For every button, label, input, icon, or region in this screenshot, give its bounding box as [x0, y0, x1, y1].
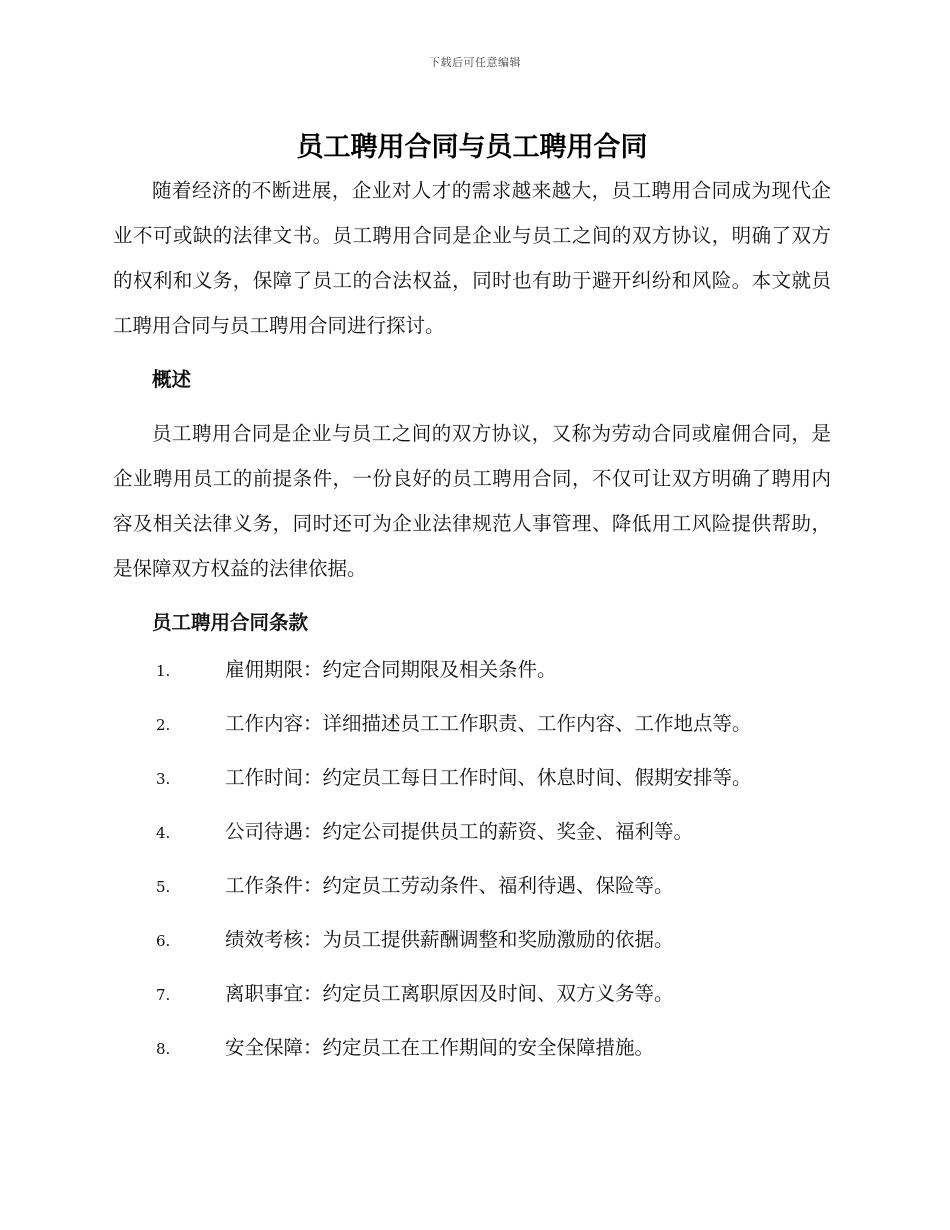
spacer: [113, 348, 831, 357]
list-item-number: 5.: [156, 878, 171, 896]
list-item-number: 6.: [156, 932, 171, 950]
list-item-text: 工作条件：约定员工劳动条件、福利待遇、保险等。: [225, 874, 674, 897]
list-item: [113, 870, 831, 924]
document-title: 员工聘用合同与员工聘用合同: [296, 132, 648, 163]
list-item-text: 公司待遇：约定公司提供员工的薪资、奖金、福利等。: [225, 820, 694, 843]
list-item-number: 8.: [156, 1040, 171, 1058]
header-note: 下载后可任意编辑: [429, 56, 521, 69]
clause-list: [113, 654, 831, 1086]
list-item: [113, 762, 831, 816]
list-item-text: 绩效考核：为员工提供薪酬调整和奖励激励的依据。: [225, 928, 674, 951]
section-heading-clauses: 员工聘用合同条款: [152, 611, 309, 634]
list-item-text: 工作内容：详细描述员工工作职责、工作内容、工作地点等。: [225, 712, 752, 735]
document-body: [113, 128, 831, 1086]
list-item-number: 7.: [156, 986, 171, 1004]
spacer: [113, 402, 831, 411]
list-item: [113, 978, 831, 1032]
list-item-number: 1.: [156, 662, 171, 680]
overview-paragraph: 员工聘用合同是企业与员工之间的双方协议，又称为劳动合同或雇佣合同，是企业聘用员工的前提条件，一份良好的员工聘用合同，不仅可让双方明确了聘用内容及相关法律义务，同时还可为企业法律规范人事管理、降低用工风险提供帮助，是保障双方权益的法律依据。: [113, 422, 831, 580]
section-heading-overview: 概述: [152, 368, 192, 391]
list-item-text: 工作时间：约定员工每日工作时间、休息时间、假期安排等。: [225, 766, 752, 789]
list-item-text: 离职事宜：约定员工离职原因及时间、双方义务等。: [225, 982, 674, 1005]
list-item-number: 3.: [156, 770, 171, 788]
list-item-text: 雇佣期限：约定合同期限及相关条件。: [225, 658, 557, 681]
spacer: [113, 591, 831, 600]
list-item: [113, 924, 831, 978]
list-item: [113, 654, 831, 708]
list-item-text: 安全保障：约定员工在工作期间的安全保障措施。: [225, 1036, 655, 1059]
list-item-number: 4.: [156, 824, 171, 842]
list-item-number: 2.: [156, 716, 171, 734]
list-item: [113, 708, 831, 762]
spacer: [113, 645, 831, 654]
intro-paragraph: 随着经济的不断进展，企业对人才的需求越来越大，员工聘用合同成为现代企业不可或缺的法律文书。员工聘用合同是企业与员工之间的双方协议，明确了双方的权利和义务，保障了员工的合法权益，同时也有助于避开纠纷和风险。本文就员工聘用合同与员工聘用合同进行探讨。: [113, 179, 831, 337]
list-item: [113, 1032, 831, 1086]
list-item: [113, 816, 831, 870]
